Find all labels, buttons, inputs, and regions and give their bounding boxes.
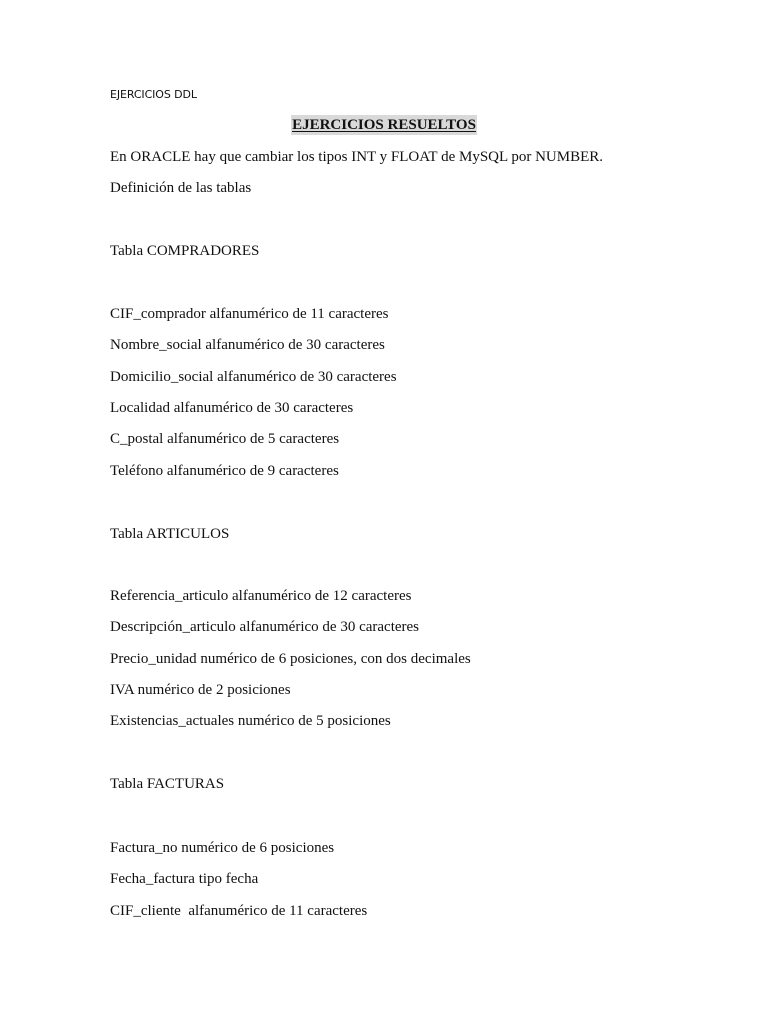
field-line: Domicilio_social alfanumérico de 30 caracteres [110, 369, 397, 385]
field-line: Nombre_social alfanumérico de 30 caracteres [110, 337, 385, 353]
field-line: Referencia_articulo alfanumérico de 12 caracteres [110, 588, 412, 604]
table-heading-compradores: Tabla COMPRADORES [110, 243, 260, 259]
field-line: Descripción_articulo alfanumérico de 30 caracteres [110, 619, 420, 635]
document-title-text: EJERCICIOS RESUELTOS [292, 117, 476, 133]
field-line: Fecha_factura tipo fecha [110, 871, 259, 887]
field-line: Localidad alfanumérico de 30 caracteres [110, 400, 354, 416]
field-line: Teléfono alfanumérico de 9 caracteres [110, 463, 339, 479]
field-line: Precio_unidad numérico de 6 posiciones, con dos decimales [110, 651, 471, 667]
table-heading-articulos: Tabla ARTICULOS [110, 526, 230, 542]
document-title [0, 115, 768, 135]
field-line: CIF_cliente alfanumérico de 11 caracteres [110, 903, 368, 919]
table-heading-facturas: Tabla FACTURAS [110, 776, 225, 792]
field-line: Factura_no numérico de 6 posiciones [110, 840, 335, 856]
field-line: C_postal alfanumérico de 5 caracteres [110, 431, 340, 447]
field-line: Existencias_actuales numérico de 5 posiciones [110, 713, 391, 729]
intro-note: En ORACLE hay que cambiar los tipos INT y FLOAT de MySQL por NUMBER. [110, 149, 604, 165]
field-line: CIF_comprador alfanumérico de 11 caracteres [110, 306, 389, 322]
page-header: EJERCICIOS DDL [110, 88, 197, 101]
definition-heading: Definición de las tablas [110, 180, 252, 196]
field-line: IVA numérico de 2 posiciones [110, 682, 291, 698]
